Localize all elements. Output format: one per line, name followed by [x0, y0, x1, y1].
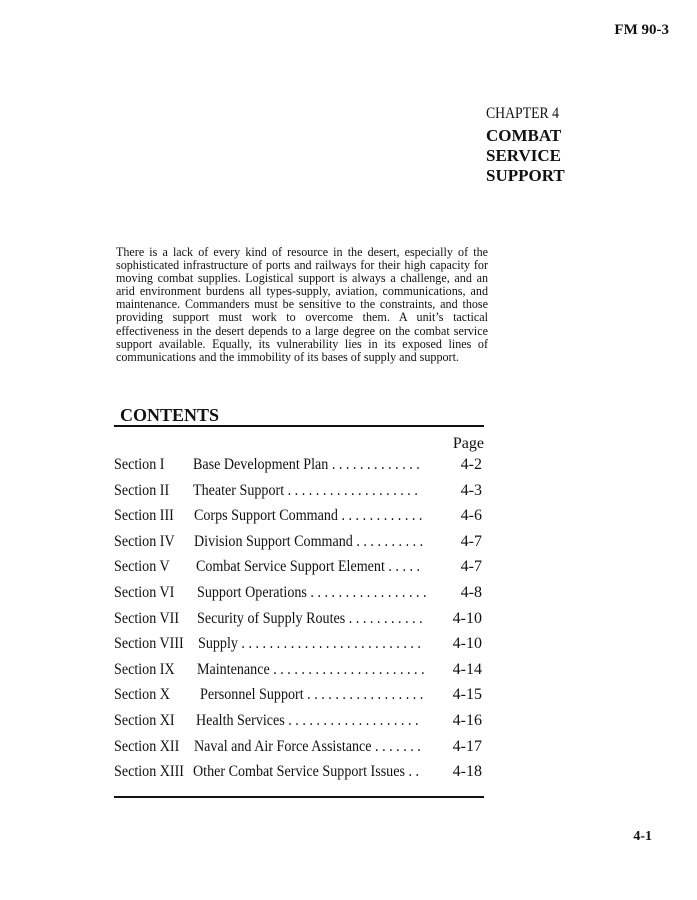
chapter-title-line: SUPPORT: [486, 166, 565, 185]
toc-section-label: Section XII: [114, 737, 180, 755]
toc-entry-title: Base Development Plan . . . . . . . . . . . . .: [193, 456, 420, 473]
toc-entry-title: Maintenance . . . . . . . . . . . . . . . . . . . . . .: [197, 660, 425, 678]
toc-entry[interactable]: [114, 506, 484, 532]
toc-section-label: Section XIII: [114, 763, 184, 781]
contents-bottom-rule: [114, 796, 484, 798]
toc-page-number: 4-7: [460, 558, 482, 576]
toc-section-label: Section IV: [114, 532, 175, 550]
toc-entry[interactable]: [114, 762, 484, 788]
toc-page-number: 4-8: [460, 583, 482, 601]
toc-entry-title: Supply . . . . . . . . . . . . . . . . . . . . . . . . . .: [198, 635, 421, 653]
chapter-title-line: SERVICE: [486, 146, 561, 165]
intro-paragraph: There is a lack of every kind of resource in the desert, especially of the sophisticated infrastructure of ports and railways for their high capacity for moving combat supplies. Logistical support is always a challenge, and an arid environment burdens all types-supply, aviation, communications, and maintenance. Commanders must be sensitive to the constraints, and those providing support must work to overcome them. A unit’s tactical effectiveness in the desert depends to a large degree on the combat service support available. Equally, its vulnerability lies in its exposed lines of communications and the immobility of its bases of supply and support.: [116, 245, 488, 364]
toc-page-number: 4-3: [460, 481, 482, 499]
toc-entry[interactable]: [114, 685, 484, 711]
page-number: 4-1: [633, 829, 652, 844]
toc-page-number: 4-15: [452, 686, 482, 704]
toc-entry[interactable]: [114, 634, 484, 660]
toc-entry[interactable]: [114, 532, 484, 558]
toc-entry[interactable]: [114, 583, 484, 609]
chapter-label: CHAPTER 4: [486, 105, 560, 122]
toc-entry[interactable]: [114, 455, 484, 481]
toc-section-label: Section VIII: [114, 635, 184, 653]
toc-section-label: Section V: [114, 558, 170, 576]
toc-entry-title: Division Support Command . . . . . . . . . .: [194, 532, 424, 550]
toc-entry[interactable]: [114, 660, 484, 686]
toc-entry-title: Theater Support . . . . . . . . . . . . . . . . . . .: [193, 481, 418, 499]
toc-entry-title: Corps Support Command . . . . . . . . . . . .: [194, 507, 423, 525]
toc-entry-title: Combat Service Support Element . . . . .: [196, 558, 421, 576]
table-of-contents: [114, 405, 484, 788]
toc-page-number: 4-6: [460, 507, 482, 525]
toc-page-number: 4-10: [452, 635, 482, 653]
toc-section-label: Section I: [114, 456, 165, 473]
toc-section-label: Section VI: [114, 583, 175, 601]
toc-entry[interactable]: [114, 609, 484, 635]
toc-entry[interactable]: [114, 481, 484, 507]
toc-section-label: Section II: [114, 481, 170, 499]
toc-page-number: 4-10: [452, 609, 482, 627]
chapter-title-line: COMBAT: [486, 126, 562, 145]
toc-entry-title: Other Combat Service Support Issues . .: [193, 763, 420, 781]
toc-entry-title: Security of Supply Routes . . . . . . . . . . .: [197, 609, 423, 627]
page-column-header: Page: [452, 435, 484, 452]
toc-section-label: Section VII: [114, 609, 180, 627]
toc-page-number: 4-7: [460, 532, 482, 550]
toc-page-number: 4-16: [452, 711, 482, 729]
toc-page-number: 4-17: [452, 737, 482, 755]
toc-entry[interactable]: [114, 557, 484, 583]
toc-section-label: Section IX: [114, 660, 175, 678]
toc-entry-title: Naval and Air Force Assistance . . . . . . .: [194, 737, 421, 755]
toc-entry[interactable]: [114, 737, 484, 763]
toc-entry-title: Personnel Support . . . . . . . . . . . . . . . . .: [200, 686, 424, 704]
toc-entry[interactable]: [114, 711, 484, 737]
toc-entry-title: Support Operations . . . . . . . . . . . . . . . . .: [197, 583, 427, 601]
toc-section-label: Section XI: [114, 711, 175, 729]
toc-entry-title: Health Services . . . . . . . . . . . . . . . . . . .: [196, 711, 419, 729]
manual-id: FM 90-3: [614, 22, 669, 38]
toc-page-number: 4-14: [452, 660, 482, 678]
toc-section-label: Section III: [114, 507, 174, 525]
chapter-heading: [486, 104, 676, 186]
contents-title: CONTENTS: [114, 405, 484, 427]
chapter-title: [486, 126, 676, 186]
toc-page-number: 4-18: [452, 763, 482, 781]
toc-section-label: Section X: [114, 686, 170, 704]
toc-page-number: 4-2: [460, 456, 482, 473]
